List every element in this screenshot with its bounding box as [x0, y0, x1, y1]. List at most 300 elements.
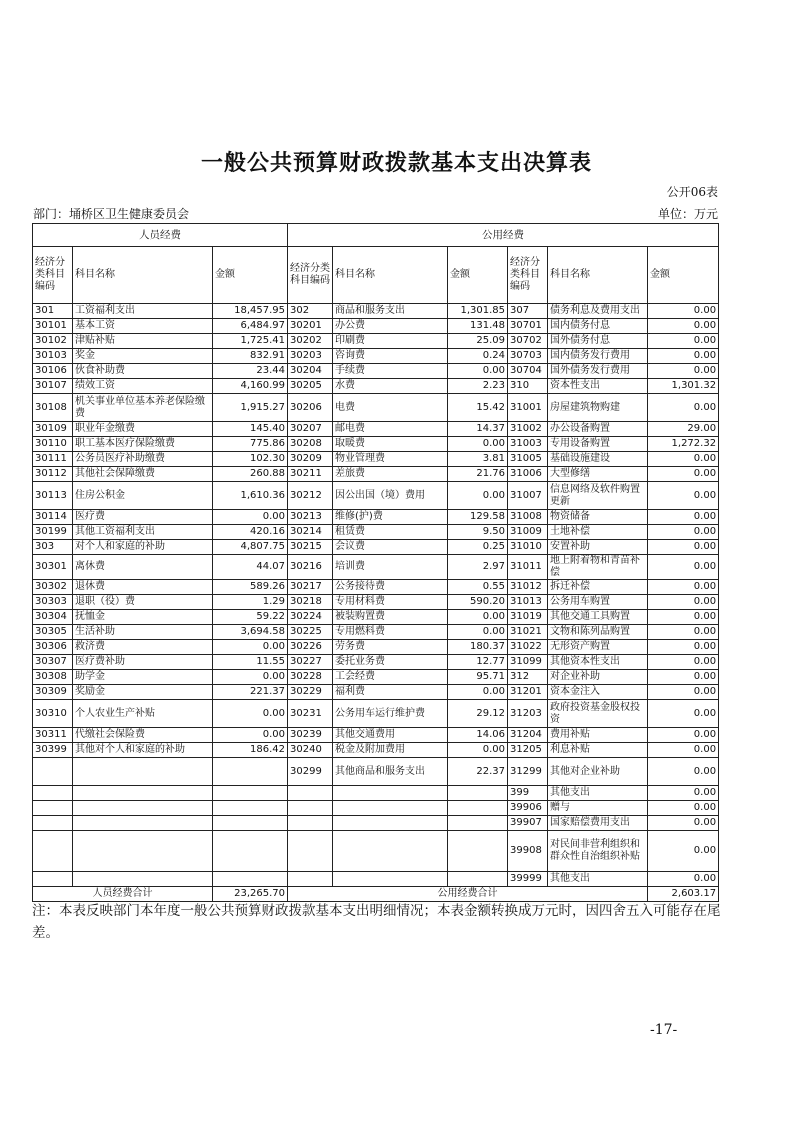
- personnel-total-amount: 23,265.70: [213, 887, 288, 902]
- code-cell: 30212: [288, 482, 333, 510]
- code-cell: 31012: [508, 580, 548, 595]
- code-cell: 30211: [288, 467, 333, 482]
- name-cell: 会议费: [333, 540, 448, 555]
- name-cell: 其他交通工具购置: [548, 610, 648, 625]
- table-row: [33, 379, 719, 394]
- amount-cell: 0.00: [648, 452, 719, 467]
- amount-cell: 59.22: [213, 610, 288, 625]
- amount-cell: 0.00: [448, 743, 508, 758]
- code-cell: 31003: [508, 437, 548, 452]
- table-row: [33, 467, 719, 482]
- table-row: [33, 304, 719, 319]
- code-cell: 30309: [33, 685, 73, 700]
- code-cell: 31022: [508, 640, 548, 655]
- amount-cell: 0.00: [448, 364, 508, 379]
- amount-cell: 15.42: [448, 394, 508, 422]
- table-row: [33, 437, 719, 452]
- amount-cell: 0.00: [213, 640, 288, 655]
- name-cell: 代缴社会保险费: [73, 728, 213, 743]
- table-row: [33, 758, 719, 786]
- code-cell: [33, 758, 73, 786]
- form-number: 公开06表: [666, 185, 718, 199]
- name-cell: 津贴补贴: [73, 334, 213, 349]
- code-cell: 30239: [288, 728, 333, 743]
- name-cell: 专用燃料费: [333, 625, 448, 640]
- public-total-amount: 2,603.17: [648, 887, 719, 902]
- amount-cell: 0.00: [648, 540, 719, 555]
- amount-cell: 2.97: [448, 555, 508, 580]
- code-cell: 30231: [288, 700, 333, 728]
- name-cell: 公务用车购置: [548, 595, 648, 610]
- code-cell: 30308: [33, 670, 73, 685]
- code-cell: 30206: [288, 394, 333, 422]
- code-cell: 30108: [33, 394, 73, 422]
- amount-cell: 0.00: [448, 482, 508, 510]
- amount-cell: 145.40: [213, 422, 288, 437]
- code-cell: 31011: [508, 555, 548, 580]
- name-cell: 费用补贴: [548, 728, 648, 743]
- amount-cell: [448, 801, 508, 816]
- amount-cell: 832.91: [213, 349, 288, 364]
- name-cell: 政府投资基金股权投资: [548, 700, 648, 728]
- code-cell: [33, 872, 73, 887]
- amount-cell: 0.00: [648, 728, 719, 743]
- amount-cell: 0.00: [448, 610, 508, 625]
- amount-cell: 180.37: [448, 640, 508, 655]
- amount-cell: 0.00: [648, 349, 719, 364]
- amount-cell: 1,610.36: [213, 482, 288, 510]
- amount-cell: 0.00: [648, 670, 719, 685]
- table-row: [33, 831, 719, 872]
- amount-cell: 3,694.58: [213, 625, 288, 640]
- name-cell: 大型修缮: [548, 467, 648, 482]
- table-row: [33, 700, 719, 728]
- name-cell: 国内债务付息: [548, 319, 648, 334]
- code-header: 经济分类科目编码: [508, 247, 548, 304]
- amount-cell: 0.00: [648, 467, 719, 482]
- name-cell: 个人农业生产补贴: [73, 700, 213, 728]
- code-cell: 30224: [288, 610, 333, 625]
- department: [33, 205, 189, 222]
- table-row: [33, 610, 719, 625]
- name-cell: 债务利息及费用支出: [548, 304, 648, 319]
- name-cell: 无形资产购置: [548, 640, 648, 655]
- amount-cell: 4,807.75: [213, 540, 288, 555]
- amount-cell: 0.00: [213, 510, 288, 525]
- code-cell: [33, 816, 73, 831]
- name-cell: 办公设备购置: [548, 422, 648, 437]
- name-cell: 专用材料费: [333, 595, 448, 610]
- name-cell: 医疗费: [73, 510, 213, 525]
- amount-cell: 1,301.32: [648, 379, 719, 394]
- amount-cell: 775.86: [213, 437, 288, 452]
- table-row: [33, 743, 719, 758]
- code-cell: [33, 801, 73, 816]
- amount-cell: 14.06: [448, 728, 508, 743]
- code-cell: 31021: [508, 625, 548, 640]
- code-cell: 310: [508, 379, 548, 394]
- amount-cell: 0.00: [648, 786, 719, 801]
- amount-cell: 186.42: [213, 743, 288, 758]
- code-cell: 31008: [508, 510, 548, 525]
- name-cell: 其他交通费用: [333, 728, 448, 743]
- code-cell: 30217: [288, 580, 333, 595]
- name-header: 科目名称: [333, 247, 448, 304]
- table-row: [33, 640, 719, 655]
- amount-cell: 9.50: [448, 525, 508, 540]
- code-cell: 30111: [33, 452, 73, 467]
- code-cell: [288, 801, 333, 816]
- name-cell: 救济费: [73, 640, 213, 655]
- amount-cell: 1,725.41: [213, 334, 288, 349]
- name-cell: 土地补偿: [548, 525, 648, 540]
- code-cell: 31299: [508, 758, 548, 786]
- amount-cell: 420.16: [213, 525, 288, 540]
- name-cell: 地上附着物和青苗补偿: [548, 555, 648, 580]
- name-cell: 工资福利支出: [73, 304, 213, 319]
- name-cell: 国家赔偿费用支出: [548, 816, 648, 831]
- amount-cell: 1.29: [213, 595, 288, 610]
- amount-cell: 0.00: [648, 655, 719, 670]
- table-row: [33, 525, 719, 540]
- name-cell: 印刷费: [333, 334, 448, 349]
- code-cell: [288, 816, 333, 831]
- code-cell: 31203: [508, 700, 548, 728]
- name-cell: 奖励金: [73, 685, 213, 700]
- amount-cell: 590.20: [448, 595, 508, 610]
- name-cell: [333, 801, 448, 816]
- amount-cell: 0.00: [648, 816, 719, 831]
- code-cell: [288, 872, 333, 887]
- code-cell: 30209: [288, 452, 333, 467]
- code-cell: [288, 831, 333, 872]
- name-cell: 退职（役）费: [73, 595, 213, 610]
- code-cell: 30299: [288, 758, 333, 786]
- name-cell: [73, 872, 213, 887]
- name-cell: 福利费: [333, 685, 448, 700]
- amount-cell: 0.00: [448, 625, 508, 640]
- name-cell: 利息补贴: [548, 743, 648, 758]
- amount-header: 金额: [213, 247, 288, 304]
- name-cell: 国外债务付息: [548, 334, 648, 349]
- name-cell: 办公费: [333, 319, 448, 334]
- name-cell: 专用设备购置: [548, 437, 648, 452]
- amount-cell: 0.00: [648, 872, 719, 887]
- page-title: 一般公共预算财政拨款基本支出决算表: [200, 150, 592, 176]
- name-cell: 医疗费补助: [73, 655, 213, 670]
- name-cell: 国外债务发行费用: [548, 364, 648, 379]
- code-cell: 30701: [508, 319, 548, 334]
- code-cell: 30228: [288, 670, 333, 685]
- name-cell: 物资储备: [548, 510, 648, 525]
- name-cell: 职工基本医疗保险缴费: [73, 437, 213, 452]
- amount-cell: 0.00: [648, 555, 719, 580]
- name-cell: [73, 786, 213, 801]
- name-cell: [73, 816, 213, 831]
- amount-cell: 0.00: [648, 831, 719, 872]
- code-cell: 30208: [288, 437, 333, 452]
- name-cell: 资本性支出: [548, 379, 648, 394]
- code-cell: 39906: [508, 801, 548, 816]
- name-cell: 对民间非营利组织和群众性自治组织补贴: [548, 831, 648, 872]
- name-cell: 公务员医疗补助缴费: [73, 452, 213, 467]
- code-cell: 30110: [33, 437, 73, 452]
- amount-cell: [213, 758, 288, 786]
- table-row: [33, 872, 719, 887]
- code-cell: 30305: [33, 625, 73, 640]
- name-cell: 劳务费: [333, 640, 448, 655]
- code-cell: 307: [508, 304, 548, 319]
- code-cell: 30103: [33, 349, 73, 364]
- amount-cell: 0.00: [648, 580, 719, 595]
- code-cell: 30703: [508, 349, 548, 364]
- expenditure-table: [32, 223, 719, 902]
- name-cell: 水费: [333, 379, 448, 394]
- code-header: 经济分类科目编码: [33, 247, 73, 304]
- amount-cell: 131.48: [448, 319, 508, 334]
- code-cell: 30218: [288, 595, 333, 610]
- code-cell: 30107: [33, 379, 73, 394]
- amount-cell: 22.37: [448, 758, 508, 786]
- table-row: [33, 595, 719, 610]
- amount-cell: 6,484.97: [213, 319, 288, 334]
- amount-cell: 0.00: [648, 685, 719, 700]
- name-cell: 咨询费: [333, 349, 448, 364]
- code-header: 经济分类科目编码: [288, 247, 333, 304]
- code-cell: 31019: [508, 610, 548, 625]
- amount-cell: [448, 831, 508, 872]
- name-cell: 公务用车运行维护费: [333, 700, 448, 728]
- name-cell: 退休费: [73, 580, 213, 595]
- name-cell: [73, 831, 213, 872]
- table-row: [33, 334, 719, 349]
- code-cell: [33, 831, 73, 872]
- code-cell: 30201: [288, 319, 333, 334]
- name-cell: 培训费: [333, 555, 448, 580]
- code-cell: 30229: [288, 685, 333, 700]
- amount-cell: 1,272.32: [648, 437, 719, 452]
- amount-cell: 21.76: [448, 467, 508, 482]
- code-cell: 30202: [288, 334, 333, 349]
- unit-label: 单位：万元: [657, 207, 718, 221]
- code-cell: 30213: [288, 510, 333, 525]
- code-cell: 30304: [33, 610, 73, 625]
- amount-cell: 129.58: [448, 510, 508, 525]
- code-cell: 303: [33, 540, 73, 555]
- code-cell: 30226: [288, 640, 333, 655]
- table-row: [33, 394, 719, 422]
- code-cell: 30214: [288, 525, 333, 540]
- amount-cell: 589.26: [213, 580, 288, 595]
- name-cell: 其他社会保障缴费: [73, 467, 213, 482]
- code-cell: 30112: [33, 467, 73, 482]
- amount-cell: 0.00: [648, 510, 719, 525]
- amount-cell: 0.00: [648, 610, 719, 625]
- name-cell: [333, 786, 448, 801]
- amount-cell: 0.00: [448, 437, 508, 452]
- name-cell: 取暖费: [333, 437, 448, 452]
- code-cell: 302: [288, 304, 333, 319]
- amount-cell: 0.00: [648, 334, 719, 349]
- amount-cell: 11.55: [213, 655, 288, 670]
- amount-cell: [213, 801, 288, 816]
- code-cell: 31006: [508, 467, 548, 482]
- code-cell: 312: [508, 670, 548, 685]
- name-cell: [333, 816, 448, 831]
- amount-cell: 0.00: [213, 700, 288, 728]
- public-section-header: 公用经费: [288, 224, 719, 247]
- amount-header: 金额: [648, 247, 719, 304]
- amount-cell: 0.00: [648, 319, 719, 334]
- amount-cell: 0.00: [213, 728, 288, 743]
- name-cell: 对个人和家庭的补助: [73, 540, 213, 555]
- amount-cell: 0.00: [648, 640, 719, 655]
- name-cell: 其他资本性支出: [548, 655, 648, 670]
- name-cell: 对企业补助: [548, 670, 648, 685]
- name-cell: 公务接待费: [333, 580, 448, 595]
- amount-cell: 0.55: [448, 580, 508, 595]
- amount-cell: 0.00: [648, 743, 719, 758]
- footnote: 注：本表反映部门本年度一般公共预算财政拨款基本支出明细情况；本表金额转换成万元时，因四舍五入可能存在尾差。: [32, 903, 721, 941]
- name-header: 科目名称: [548, 247, 648, 304]
- table-row: [33, 816, 719, 831]
- code-cell: 30199: [33, 525, 73, 540]
- code-cell: 30207: [288, 422, 333, 437]
- name-cell: 助学金: [73, 670, 213, 685]
- amount-cell: [213, 872, 288, 887]
- name-cell: 其他工资福利支出: [73, 525, 213, 540]
- code-cell: 31205: [508, 743, 548, 758]
- amount-cell: 23.44: [213, 364, 288, 379]
- name-cell: 工会经费: [333, 670, 448, 685]
- amount-cell: 0.00: [648, 700, 719, 728]
- name-cell: 伙食补助费: [73, 364, 213, 379]
- name-cell: 其他支出: [548, 872, 648, 887]
- amount-cell: 14.37: [448, 422, 508, 437]
- code-cell: 30113: [33, 482, 73, 510]
- name-cell: 其他对企业补助: [548, 758, 648, 786]
- column-header-row: [33, 247, 719, 304]
- amount-cell: 29.00: [648, 422, 719, 437]
- code-cell: 30106: [33, 364, 73, 379]
- table-row: [33, 364, 719, 379]
- name-cell: [333, 831, 448, 872]
- code-cell: 30225: [288, 625, 333, 640]
- amount-cell: 12.77: [448, 655, 508, 670]
- name-cell: 邮电费: [333, 422, 448, 437]
- code-cell: 31099: [508, 655, 548, 670]
- department-name: 埇桥区卫生健康委员会: [69, 207, 190, 221]
- amount-cell: 221.37: [213, 685, 288, 700]
- code-cell: 30311: [33, 728, 73, 743]
- name-cell: 离休费: [73, 555, 213, 580]
- code-cell: 399: [508, 786, 548, 801]
- table-row: [33, 319, 719, 334]
- name-cell: 商品和服务支出: [333, 304, 448, 319]
- name-cell: 机关事业单位基本养老保险缴费: [73, 394, 213, 422]
- amount-cell: [213, 786, 288, 801]
- page-number: -17-: [650, 1022, 678, 1038]
- table-row: [33, 580, 719, 595]
- table-row: [33, 555, 719, 580]
- name-cell: 差旅费: [333, 467, 448, 482]
- code-cell: 30216: [288, 555, 333, 580]
- code-cell: 31002: [508, 422, 548, 437]
- name-cell: 职业年金缴费: [73, 422, 213, 437]
- name-cell: 物业管理费: [333, 452, 448, 467]
- code-cell: 30203: [288, 349, 333, 364]
- amount-cell: 44.07: [213, 555, 288, 580]
- code-cell: 30227: [288, 655, 333, 670]
- amount-cell: 18,457.95: [213, 304, 288, 319]
- name-cell: [73, 801, 213, 816]
- code-cell: 30302: [33, 580, 73, 595]
- name-cell: 因公出国（境）费用: [333, 482, 448, 510]
- table-row: [33, 801, 719, 816]
- code-cell: 30310: [33, 700, 73, 728]
- name-cell: 租赁费: [333, 525, 448, 540]
- table-row: [33, 625, 719, 640]
- amount-header: 金额: [448, 247, 508, 304]
- code-cell: [33, 786, 73, 801]
- amount-cell: 0.00: [648, 801, 719, 816]
- code-cell: [288, 786, 333, 801]
- amount-cell: 0.00: [648, 595, 719, 610]
- amount-cell: 102.30: [213, 452, 288, 467]
- personnel-total-label: 人员经费合计: [33, 887, 213, 902]
- amount-cell: 25.09: [448, 334, 508, 349]
- table-row: [33, 728, 719, 743]
- code-cell: 30101: [33, 319, 73, 334]
- code-cell: 30205: [288, 379, 333, 394]
- table-row: [33, 422, 719, 437]
- code-cell: 30109: [33, 422, 73, 437]
- table-row: [33, 482, 719, 510]
- name-cell: 手续费: [333, 364, 448, 379]
- code-cell: 39999: [508, 872, 548, 887]
- name-cell: [73, 758, 213, 786]
- code-cell: 30306: [33, 640, 73, 655]
- name-cell: 房屋建筑物购建: [548, 394, 648, 422]
- amount-cell: 0.00: [448, 685, 508, 700]
- public-total-label: 公用经费合计: [288, 887, 648, 902]
- code-cell: 31009: [508, 525, 548, 540]
- name-cell: 基本工资: [73, 319, 213, 334]
- table-row: [33, 452, 719, 467]
- code-cell: 30114: [33, 510, 73, 525]
- table-row: [33, 540, 719, 555]
- code-cell: 30399: [33, 743, 73, 758]
- amount-cell: 95.71: [448, 670, 508, 685]
- name-cell: 其他商品和服务支出: [333, 758, 448, 786]
- table-row: [33, 510, 719, 525]
- personnel-section-header: 人员经费: [33, 224, 288, 247]
- code-cell: 31204: [508, 728, 548, 743]
- code-cell: 30240: [288, 743, 333, 758]
- amount-cell: [213, 831, 288, 872]
- name-cell: 基础设施建设: [548, 452, 648, 467]
- amount-cell: 0.00: [648, 625, 719, 640]
- code-cell: 31013: [508, 595, 548, 610]
- name-cell: 拆迁补偿: [548, 580, 648, 595]
- code-cell: 39907: [508, 816, 548, 831]
- amount-cell: 0.25: [448, 540, 508, 555]
- name-cell: 抚恤金: [73, 610, 213, 625]
- code-cell: 30303: [33, 595, 73, 610]
- code-cell: 301: [33, 304, 73, 319]
- amount-cell: 4,160.99: [213, 379, 288, 394]
- amount-cell: [448, 872, 508, 887]
